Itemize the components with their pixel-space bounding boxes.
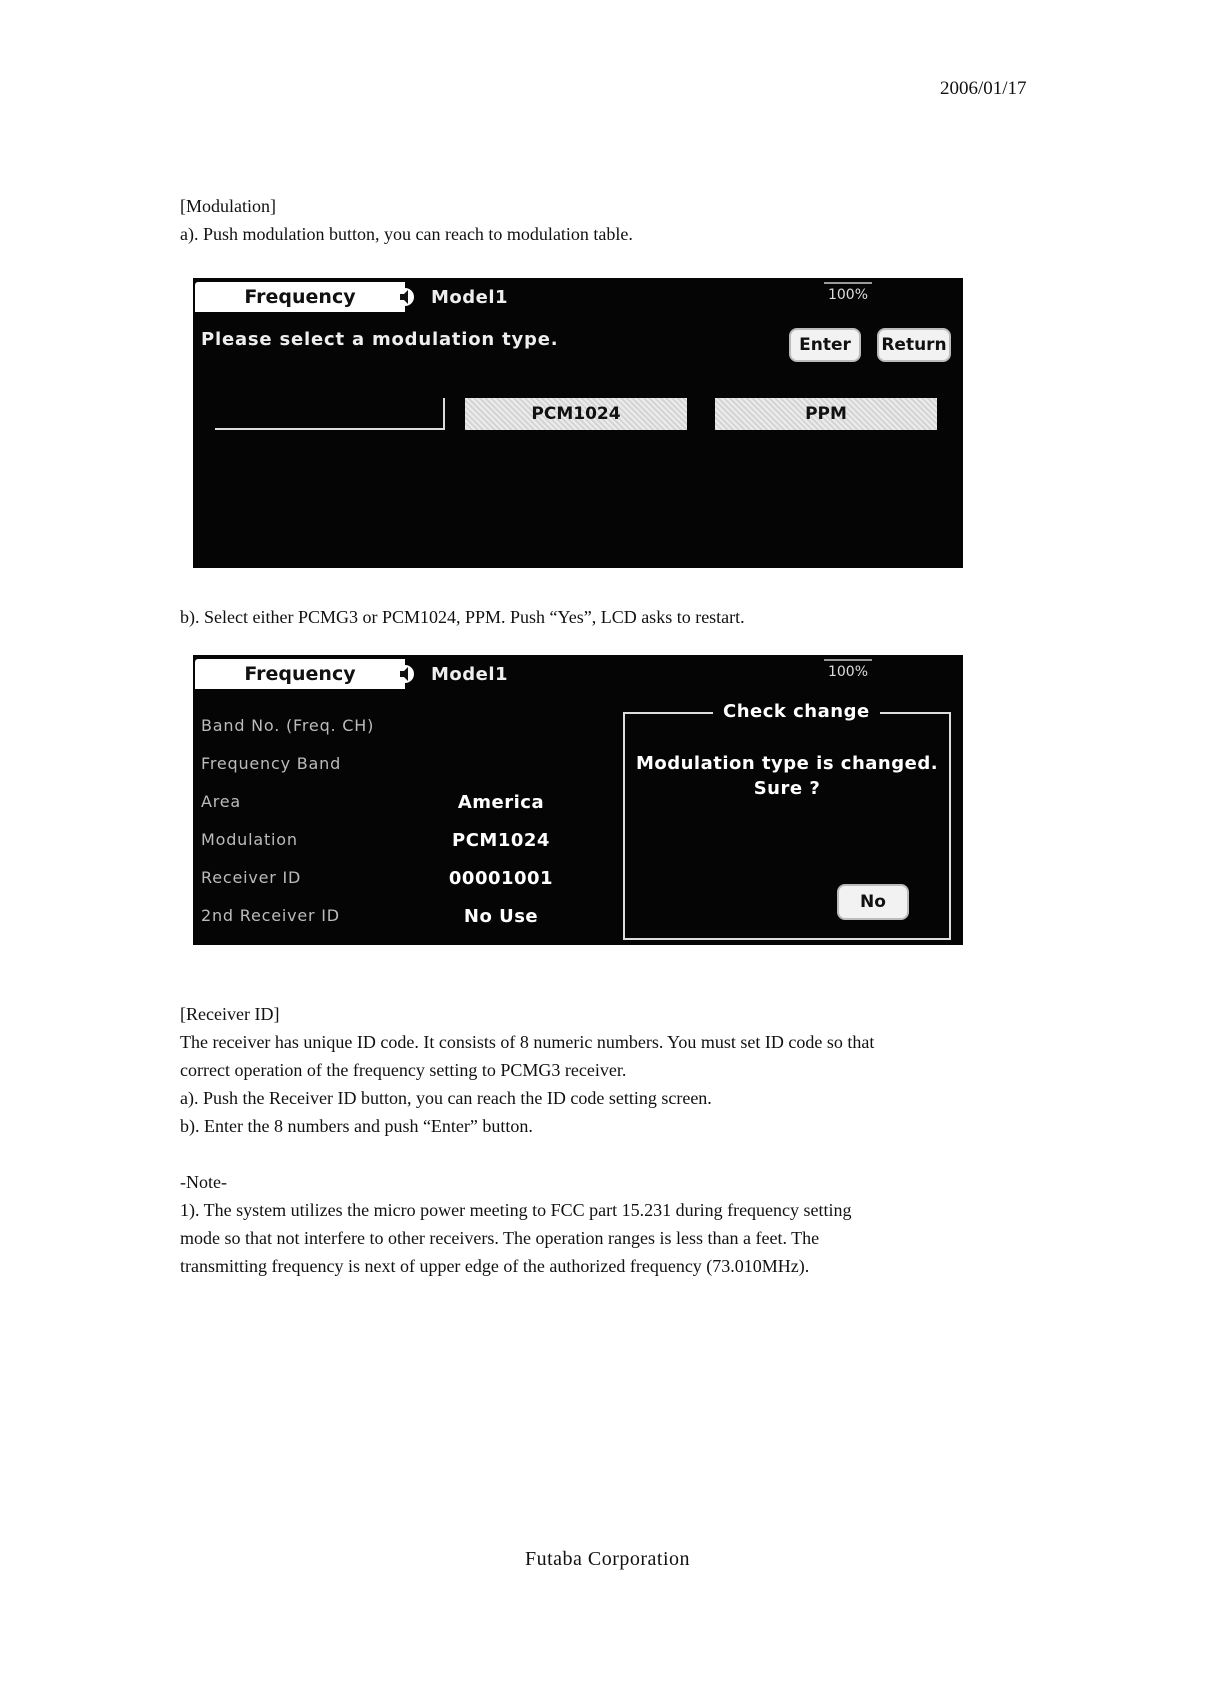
- battery-level: 100%: [827, 287, 869, 303]
- return-button[interactable]: Return: [877, 328, 951, 362]
- receiver-id-heading: [Receiver ID]: [180, 1004, 280, 1024]
- row-value-2nd-receiver-id: No Use: [463, 906, 539, 927]
- prompt-text: Please select a modulation type.: [201, 329, 559, 350]
- model-name: Model1: [431, 664, 509, 685]
- battery-icon: [824, 282, 872, 284]
- lcd-screen-modulation-select: [193, 278, 963, 568]
- note-heading: -Note-: [180, 1172, 227, 1192]
- row-label-band-no[interactable]: Band No. (Freq. CH): [201, 716, 375, 735]
- tab-frequency[interactable]: Frequency: [195, 659, 405, 689]
- note-line1: 1). The system utilizes the micro power meeting to FCC part 15.231 during frequency setting: [180, 1200, 852, 1220]
- note-line3: transmitting frequency is next of upper edge of the authorized frequency (73.010MHz).: [180, 1256, 810, 1276]
- row-label-receiver-id[interactable]: Receiver ID: [201, 868, 302, 887]
- row-label-frequency-band[interactable]: Frequency Band: [201, 754, 342, 773]
- dialog-confirm-question: Sure ?: [753, 778, 821, 799]
- battery-icon: [824, 659, 872, 661]
- receiver-id-step-a: a). Push the Receiver ID button, you can reach the ID code setting screen.: [180, 1088, 712, 1108]
- battery-indicator: [803, 659, 893, 680]
- receiver-id-paragraph-line2: correct operation of the frequency setting to PCMG3 receiver.: [180, 1060, 627, 1080]
- row-value-area: America: [457, 792, 545, 813]
- document-date: 2006/01/17: [940, 78, 1027, 99]
- no-button[interactable]: No: [837, 884, 909, 920]
- battery-level: 100%: [827, 664, 869, 680]
- model-name: Model1: [431, 287, 509, 308]
- option-pcm1024[interactable]: PCM1024: [465, 398, 687, 430]
- receiver-id-paragraph-line1: The receiver has unique ID code. It consists of 8 numeric numbers. You must set ID code so that: [180, 1032, 875, 1052]
- speaker-icon[interactable]: [396, 664, 414, 684]
- lcd-screen-check-change: [193, 655, 963, 945]
- footer-company: Futaba Corporation: [524, 1548, 691, 1570]
- enter-button[interactable]: Enter: [789, 328, 861, 362]
- modulation-step-a: a). Push modulation button, you can reach to modulation table.: [180, 224, 633, 244]
- note-line2: mode so that not interfere to other receivers. The operation ranges is less than a feet. The: [180, 1228, 820, 1248]
- option-pcmg3-empty[interactable]: [215, 398, 445, 430]
- row-value-receiver-id: 00001001: [448, 868, 554, 889]
- modulation-step-b: b). Select either PCMG3 or PCM1024, PPM. Push “Yes”, LCD asks to restart.: [180, 607, 745, 627]
- row-label-area[interactable]: Area: [201, 792, 242, 811]
- tab-frequency[interactable]: Frequency: [195, 282, 405, 312]
- battery-indicator: [803, 282, 893, 303]
- dialog-message: Modulation type is changed.: [635, 753, 939, 774]
- row-label-2nd-receiver-id[interactable]: 2nd Receiver ID: [201, 906, 340, 925]
- modulation-heading: [Modulation]: [180, 196, 276, 216]
- row-label-modulation[interactable]: Modulation: [201, 830, 298, 849]
- check-change-dialog: [623, 701, 951, 940]
- option-ppm[interactable]: PPM: [715, 398, 937, 430]
- dialog-title: Check change: [713, 701, 880, 722]
- speaker-icon[interactable]: [396, 287, 414, 307]
- receiver-id-step-b: b). Enter the 8 numbers and push “Enter” button.: [180, 1116, 533, 1136]
- row-value-modulation: PCM1024: [452, 830, 550, 851]
